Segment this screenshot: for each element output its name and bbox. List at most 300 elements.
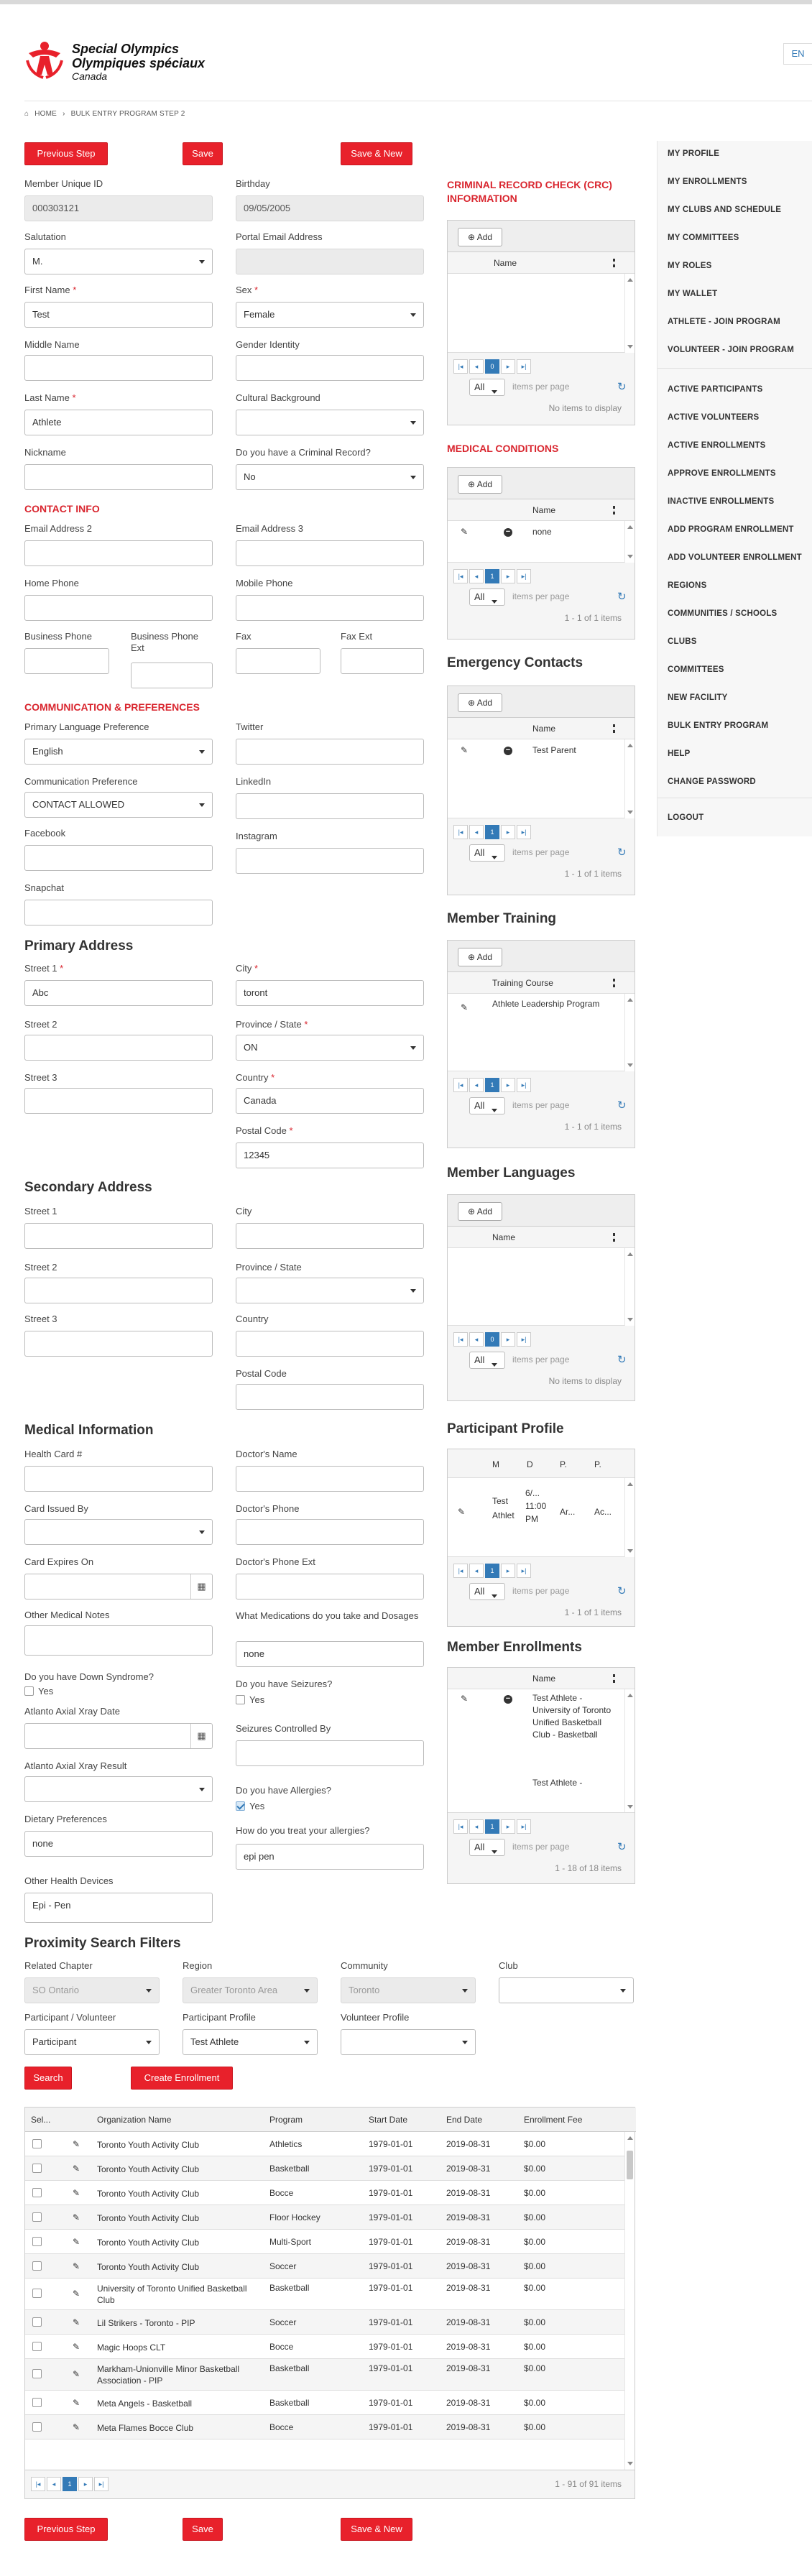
edit-icon[interactable]: ✎ [461,1002,469,1012]
email2-input[interactable] [24,540,213,566]
sidebar-item-my-clubs[interactable]: MY CLUBS AND SCHEDULE [668,206,782,214]
sec-street3-input[interactable] [24,1331,213,1357]
province-label: Province / State * [236,1019,308,1030]
sec-city-input[interactable] [236,1223,424,1249]
results-header [25,2108,636,2132]
participant-profile-select[interactable]: Test Athlete [183,2029,318,2055]
email2-label: Email Address 2 [24,523,92,534]
column-menu-icon[interactable] [613,259,615,267]
allergies-option[interactable]: Yes [236,1801,264,1811]
cell-program: Soccer [269,2261,297,2271]
table-row[interactable] [25,2205,624,2230]
medications-input[interactable]: none [236,1641,424,1667]
current-page[interactable]: 0 [485,1332,499,1347]
table-row[interactable] [25,2310,624,2335]
sidebar-item-add-volunteer-enrollment[interactable]: ADD VOLUNTEER ENROLLMENT [668,553,802,562]
cultural-background-select[interactable] [236,410,424,435]
volunteer-profile-label: Volunteer Profile [341,2012,410,2023]
profile-footer [448,1557,635,1626]
crc-heading: CRIMINAL RECORD CHECK (CRC) INFORMATION [447,179,612,204]
nickname-input[interactable] [24,464,213,490]
prev-page-icon[interactable]: ◂ [469,1819,484,1834]
column-menu-icon[interactable] [613,1233,615,1242]
cell-organization: Toronto Youth Activity Club [97,2262,200,2272]
country-label: Country * [236,1072,275,1083]
home-phone-input[interactable] [24,595,213,621]
doctor-phone-ext-input[interactable] [236,1574,424,1599]
other-devices-label: Other Health Devices [24,1875,114,1886]
doctor-phone-input[interactable] [236,1519,424,1545]
edit-icon[interactable]: ✎ [73,2212,80,2222]
street1-label: Street 1 * [24,963,64,974]
table-row[interactable] [25,2391,624,2415]
enrollments-scrollbar[interactable] [624,1689,635,1813]
sidebar-item-regions[interactable]: REGIONS [668,581,707,590]
sidebar-item-add-program-enrollment[interactable]: ADD PROGRAM ENROLLMENT [668,525,794,534]
community-select[interactable]: Toronto [341,1977,476,2003]
reload-icon[interactable]: ↻ [617,381,627,393]
doctor-phone-ext-label: Doctor's Phone Ext [236,1556,315,1567]
row-select-checkbox[interactable] [32,2188,46,2198]
sex-select[interactable]: Female [236,302,424,328]
atlanto-result-select[interactable] [24,1776,213,1802]
reload-icon[interactable]: ↻ [617,846,627,859]
reload-icon[interactable]: ↻ [617,1841,627,1853]
sidebar-item-inactive-enrollments[interactable]: INACTIVE ENROLLMENTS [668,497,775,506]
languages-count: No items to display [548,1376,622,1386]
edit-icon[interactable]: ✎ [73,2317,80,2327]
primary-language-select[interactable]: English [24,739,213,765]
results-footer [25,2470,635,2498]
enrollments-per-page-select[interactable]: All [469,1839,505,1856]
row-select-checkbox[interactable] [32,2139,46,2149]
crc-pager [453,359,532,375]
languages-add-button[interactable]: ⊕ Add [458,1202,502,1221]
profile-col-4[interactable]: P. [594,1459,601,1469]
other-devices-textarea[interactable]: Epi - Pen [24,1893,213,1923]
sidebar-item-approve-enrollments[interactable]: APPROVE ENROLLMENTS [668,469,776,478]
criminal-record-select[interactable]: No [236,464,424,490]
next-page-icon[interactable]: ▸ [501,569,515,583]
sec-country-input[interactable] [236,1331,424,1357]
city-input[interactable]: toront [236,980,424,1006]
volunteer-profile-select[interactable] [341,2029,476,2055]
sidebar-item-my-profile[interactable]: MY PROFILE [668,149,720,158]
cell-start-date: 1979-01-01 [369,2283,413,2293]
cell-start-date: 1979-01-01 [369,2212,413,2222]
emergency-scrollbar[interactable] [624,739,635,818]
club-select[interactable] [499,1977,634,2003]
edit-icon[interactable]: ✎ [73,2237,80,2247]
treat-allergies-input[interactable]: epi pen [236,1844,424,1870]
mobile-phone-input[interactable] [236,595,424,621]
results-col-org[interactable]: Organization Name [97,2115,172,2125]
search-button[interactable]: Search [24,2067,72,2090]
sec-province-select[interactable] [236,1278,424,1303]
city-label: City * [236,963,259,974]
breadcrumb-home[interactable]: HOME [34,110,57,118]
sec-street1-input[interactable] [24,1223,213,1249]
reload-icon[interactable]: ↻ [617,1099,627,1112]
cell-program: Bocce [269,2422,294,2432]
language-toggle[interactable]: EN [783,43,812,65]
next-page-icon[interactable]: ▸ [501,1819,515,1834]
last-page-icon[interactable]: ▸| [94,2477,109,2491]
table-row[interactable] [25,2181,624,2205]
sidebar-item-committees[interactable]: COMMITTEES [668,665,724,674]
results-col-select[interactable]: Sel... [31,2115,51,2125]
email3-input[interactable] [236,540,424,566]
card-expires-input[interactable] [24,1574,213,1599]
health-card-input[interactable] [24,1466,213,1492]
current-page[interactable]: 1 [485,569,499,583]
training-per-page-select[interactable]: All [469,1097,505,1114]
birthday-field: 09/05/2005 [236,195,424,221]
postal-code-label: Postal Code * [236,1125,293,1136]
remove-icon[interactable]: − [504,528,512,537]
training-col-name[interactable]: Training Course [492,978,553,988]
row-select-checkbox[interactable] [32,2398,46,2408]
next-page-icon[interactable]: ▸ [501,825,515,839]
table-row[interactable] [25,2230,624,2254]
crc-col-name[interactable]: Name [494,258,517,268]
postal-code-input[interactable]: 12345 [236,1142,424,1168]
sidebar-item-clubs[interactable]: CLUBS [668,637,697,646]
current-page[interactable]: 1 [63,2477,77,2491]
linkedin-label: LinkedIn [236,776,272,787]
sidebar-item-change-password[interactable]: CHANGE PASSWORD [668,777,756,786]
results-col-end[interactable]: End Date [446,2115,483,2125]
column-menu-icon[interactable] [613,1674,615,1683]
fax-ext-input[interactable] [341,648,424,674]
languages-scrollbar[interactable] [624,1248,635,1326]
brand-logo[interactable] [24,37,283,80]
profile-row-member: Test Athlet [492,1496,515,1520]
row-select-checkbox[interactable] [32,2261,46,2271]
calendar-icon[interactable]: ▦ [190,1574,212,1599]
seizures-checkbox[interactable] [236,1695,245,1704]
cell-end-date: 2019-08-31 [446,2261,491,2271]
home-phone-label: Home Phone [24,578,79,588]
region-label: Region [183,1960,213,1971]
cell-program: Basketball [269,2398,310,2408]
edit-icon[interactable]: ✎ [73,2398,80,2408]
next-page-icon[interactable]: ▸ [501,1564,515,1578]
gender-identity-input[interactable] [236,355,424,381]
first-page-icon[interactable]: |◂ [453,825,468,839]
middle-name-input[interactable] [24,355,213,381]
cell-program: Basketball [269,2283,310,2293]
cell-end-date: 2019-08-31 [446,2363,491,2373]
prev-page-icon[interactable]: ◂ [47,2477,61,2491]
save-button[interactable]: Save [183,142,223,165]
sidebar-item-help[interactable]: HELP [668,749,691,758]
cell-organization: Toronto Youth Activity Club [97,2213,200,2223]
row-select-checkbox[interactable] [32,2422,46,2432]
sidebar-item-my-enrollments[interactable]: MY ENROLLMENTS [668,177,747,186]
current-page[interactable]: 1 [485,1078,499,1092]
last-page-icon[interactable]: ▸| [517,1078,531,1092]
middle-name-label: Middle Name [24,339,80,350]
profile-col-1[interactable]: M [492,1459,499,1469]
doctor-name-input[interactable] [236,1466,424,1492]
last-page-icon[interactable]: ▸| [517,569,531,583]
cell-program: Bocce [269,2342,294,2352]
calendar-icon[interactable]: ▦ [190,1724,212,1748]
training-scrollbar[interactable] [624,994,635,1071]
save-new-button-bottom[interactable]: Save & New [341,2518,412,2541]
first-page-icon[interactable]: |◂ [453,1078,468,1092]
profile-col-3[interactable]: P. [560,1459,567,1469]
first-page-icon[interactable]: |◂ [453,359,468,374]
last-page-icon[interactable]: ▸| [517,825,531,839]
emergency-col-name[interactable]: Name [532,724,556,734]
fax-input[interactable] [236,648,320,674]
edit-icon[interactable]: ✎ [73,2369,80,2379]
email3-label: Email Address 3 [236,523,303,534]
create-enrollment-button[interactable]: Create Enrollment [131,2067,233,2090]
crc-per-page-select[interactable]: All [469,379,505,396]
seizures-controlled-input[interactable] [236,1740,424,1766]
training-add-button[interactable]: ⊕ Add [458,948,502,966]
emergency-per-page-select[interactable]: All [469,844,505,862]
edit-icon[interactable]: ✎ [73,2342,80,2352]
conditions-add-button[interactable]: ⊕ Add [458,475,502,494]
region-select[interactable]: Greater Toronto Area [183,1977,318,2003]
cell-organization: Toronto Youth Activity Club [97,2164,200,2174]
current-page[interactable]: 0 [485,359,499,374]
next-page-icon[interactable]: ▸ [501,359,515,374]
sidebar-item-my-committees[interactable]: MY COMMITTEES [668,234,739,242]
other-notes-label: Other Medical Notes [24,1610,110,1620]
edit-icon[interactable]: ✎ [461,745,469,755]
street3-label: Street 3 [24,1072,57,1083]
row-select-checkbox[interactable] [32,2342,46,2352]
last-page-icon[interactable]: ▸| [517,359,531,374]
first-page-icon[interactable]: |◂ [453,1819,468,1834]
table-row[interactable] [25,2415,624,2439]
allergies-checkbox[interactable] [236,1801,245,1811]
reload-icon[interactable]: ↻ [617,1354,627,1366]
results-col-fee[interactable]: Enrollment Fee [524,2115,583,2125]
business-phone-ext-input[interactable] [131,663,213,688]
table-row[interactable] [25,2279,624,2310]
atlanto-date-label: Atlanto Axial Xray Date [24,1706,120,1717]
sex-label: Sex * [236,285,259,295]
results-col-start[interactable]: Start Date [369,2115,408,2125]
prev-page-icon[interactable]: ◂ [469,359,484,374]
salutation-select[interactable]: M. [24,249,213,274]
conditions-col-name[interactable]: Name [532,505,556,515]
crc-add-button[interactable]: ⊕ Add [458,228,502,246]
birthday-label: Birthday [236,178,270,189]
last-page-icon[interactable]: ▸| [517,1564,531,1578]
last-page-icon[interactable]: ▸| [517,1819,531,1834]
emergency-header [448,718,635,739]
next-page-icon[interactable]: ▸ [78,2477,93,2491]
edit-icon[interactable]: ✎ [73,2289,80,2299]
edit-icon[interactable]: ✎ [73,2188,80,2198]
street2-label: Street 2 [24,1019,57,1030]
seizures-option[interactable]: Yes [236,1694,264,1705]
seizures-label: Do you have Seizures? [236,1679,333,1689]
table-row[interactable] [25,2335,624,2359]
save-new-button[interactable]: Save & New [341,142,412,165]
row-select-checkbox[interactable] [32,2289,46,2299]
languages-pager [453,1332,532,1348]
facebook-input[interactable] [24,845,213,871]
down-syndrome-option[interactable]: Yes [24,1686,53,1696]
snapchat-label: Snapchat [24,882,64,893]
conditions-per-page-select[interactable]: All [469,588,505,606]
card-issued-select[interactable] [24,1519,213,1545]
sidebar-item-logout[interactable]: LOGOUT [668,813,704,822]
prev-page-icon[interactable]: ◂ [469,1564,484,1578]
crc-toolbar [448,221,635,252]
enrollments-col-name[interactable]: Name [532,1674,556,1684]
row-select-checkbox[interactable] [32,2164,46,2174]
save-button-bottom[interactable]: Save [183,2518,223,2541]
cell-start-date: 1979-01-01 [369,2422,413,2432]
sidebar-item-communities[interactable]: COMMUNITIES / SCHOOLS [668,609,778,618]
sec-postal-input[interactable] [236,1384,424,1410]
first-page-icon[interactable]: |◂ [31,2477,45,2491]
languages-footer [448,1326,635,1396]
table-row[interactable] [25,2156,624,2181]
medications-label: What Medications do you take and Dosages [236,1610,419,1621]
row-select-checkbox[interactable] [32,2212,46,2222]
crc-scrollbar[interactable] [624,274,635,353]
edit-icon[interactable]: ✎ [73,2164,80,2174]
column-menu-icon[interactable] [613,506,615,514]
remove-icon[interactable]: − [504,747,512,755]
next-page-icon[interactable]: ▸ [501,1332,515,1347]
linkedin-input[interactable] [236,793,424,819]
sidebar-item-new-facility[interactable]: NEW FACILITY [668,693,728,702]
row-select-checkbox[interactable] [32,2369,46,2379]
results-count: 1 - 91 of 91 items [555,2479,622,2489]
twitter-input[interactable] [236,739,424,765]
cell-enrollment-fee: $0.00 [524,2283,546,2293]
health-card-label: Health Card # [24,1449,83,1459]
table-row[interactable] [25,2359,624,2391]
table-row[interactable] [25,2132,624,2156]
street3-input[interactable] [24,1088,213,1114]
home-icon[interactable]: ⌂ [24,110,29,118]
languages-per-page-select[interactable]: All [469,1352,505,1369]
row-select-checkbox[interactable] [32,2317,46,2327]
prev-page-icon[interactable]: ◂ [469,1332,484,1347]
atlanto-date-input[interactable] [24,1723,213,1749]
profile-per-page-select[interactable]: All [469,1583,505,1600]
chapter-select[interactable]: SO Ontario [24,1977,160,2003]
province-select[interactable]: ON [236,1035,424,1061]
current-page[interactable]: 1 [485,1564,499,1578]
column-menu-icon[interactable] [613,724,615,733]
sec-country-label: Country [236,1314,269,1324]
table-row[interactable] [25,2254,624,2279]
communication-preference-select[interactable]: CONTACT ALLOWED [24,792,213,818]
results-col-program[interactable]: Program [269,2115,303,2125]
breadcrumb-separator: › [63,110,65,118]
cell-enrollment-fee: $0.00 [524,2164,546,2174]
dietary-input[interactable]: none [24,1831,213,1857]
results-scrollbar[interactable] [624,2132,635,2470]
next-page-icon[interactable]: ▸ [501,1078,515,1092]
results-scroll-thumb[interactable] [627,2151,633,2179]
emergency-add-button[interactable]: ⊕ Add [458,693,502,712]
profile-scrollbar[interactable] [624,1478,635,1557]
current-page[interactable]: 1 [485,1819,499,1834]
last-name-input[interactable]: Athlete [24,410,213,435]
last-page-icon[interactable]: ▸| [517,1332,531,1347]
crc-grid [447,220,635,425]
cultural-background-label: Cultural Background [236,392,320,403]
current-page[interactable]: 1 [485,825,499,839]
sidebar-item-athlete-join[interactable]: ATHLETE - JOIN PROGRAM [668,318,780,326]
first-page-icon[interactable]: |◂ [453,1332,468,1347]
sidebar-item-active-participants[interactable]: ACTIVE PARTICIPANTS [668,385,763,394]
profile-col-2[interactable]: D [527,1459,533,1469]
prev-page-icon[interactable]: ◂ [469,569,484,583]
previous-step-button[interactable]: Previous Step [24,142,108,165]
first-name-input[interactable]: Test [24,302,213,328]
street2-input[interactable] [24,1035,213,1061]
profile-row-p2: Ac... [594,1507,612,1517]
column-menu-icon[interactable] [613,979,615,987]
sidebar-item-active-enrollments[interactable]: ACTIVE ENROLLMENTS [668,441,766,450]
instagram-input[interactable] [236,848,424,874]
country-input[interactable]: Canada [236,1088,424,1114]
sidebar-item-my-wallet[interactable]: MY WALLET [668,290,718,298]
conditions-scrollbar[interactable] [624,521,635,563]
sidebar-item-active-volunteers[interactable]: ACTIVE VOLUNTEERS [668,413,760,422]
reload-icon[interactable]: ↻ [617,1585,627,1597]
first-page-icon[interactable]: |◂ [453,1564,468,1578]
business-phone-input[interactable] [24,648,109,674]
cell-organization: Toronto Youth Activity Club [97,2238,200,2248]
edit-icon[interactable]: ✎ [458,1507,466,1517]
row-select-checkbox[interactable] [32,2237,46,2247]
edit-icon[interactable]: ✎ [461,527,469,537]
edit-icon[interactable]: ✎ [461,1694,469,1704]
edit-icon[interactable]: ✎ [73,2261,80,2271]
sidebar-item-bulk-entry[interactable]: BULK ENTRY PROGRAM [668,721,769,730]
edit-icon[interactable]: ✎ [73,2422,80,2432]
brand-line3: Canada [72,70,108,82]
snapchat-input[interactable] [24,900,213,925]
edit-icon[interactable]: ✎ [73,2139,80,2149]
prev-page-icon[interactable]: ◂ [469,1078,484,1092]
previous-step-button-bottom[interactable]: Previous Step [24,2518,108,2541]
emergency-pager [453,825,532,841]
remove-icon[interactable]: − [504,1695,512,1704]
sidebar-item-volunteer-join[interactable]: VOLUNTEER - JOIN PROGRAM [668,346,795,354]
languages-col-name[interactable]: Name [492,1232,516,1242]
down-syndrome-checkbox[interactable] [24,1686,34,1696]
sidebar-item-my-roles[interactable]: MY ROLES [668,262,712,270]
first-page-icon[interactable]: |◂ [453,569,468,583]
languages-toolbar [448,1195,635,1227]
other-notes-textarea[interactable] [24,1625,213,1656]
cell-program: Floor Hockey [269,2212,320,2222]
reload-icon[interactable]: ↻ [617,591,627,603]
prev-page-icon[interactable]: ◂ [469,825,484,839]
sec-street2-input[interactable] [24,1278,213,1303]
business-phone-ext-label: Business Phone Ext [131,631,198,653]
participant-volunteer-select[interactable]: Participant [24,2029,160,2055]
street1-input[interactable]: Abc [24,980,213,1006]
